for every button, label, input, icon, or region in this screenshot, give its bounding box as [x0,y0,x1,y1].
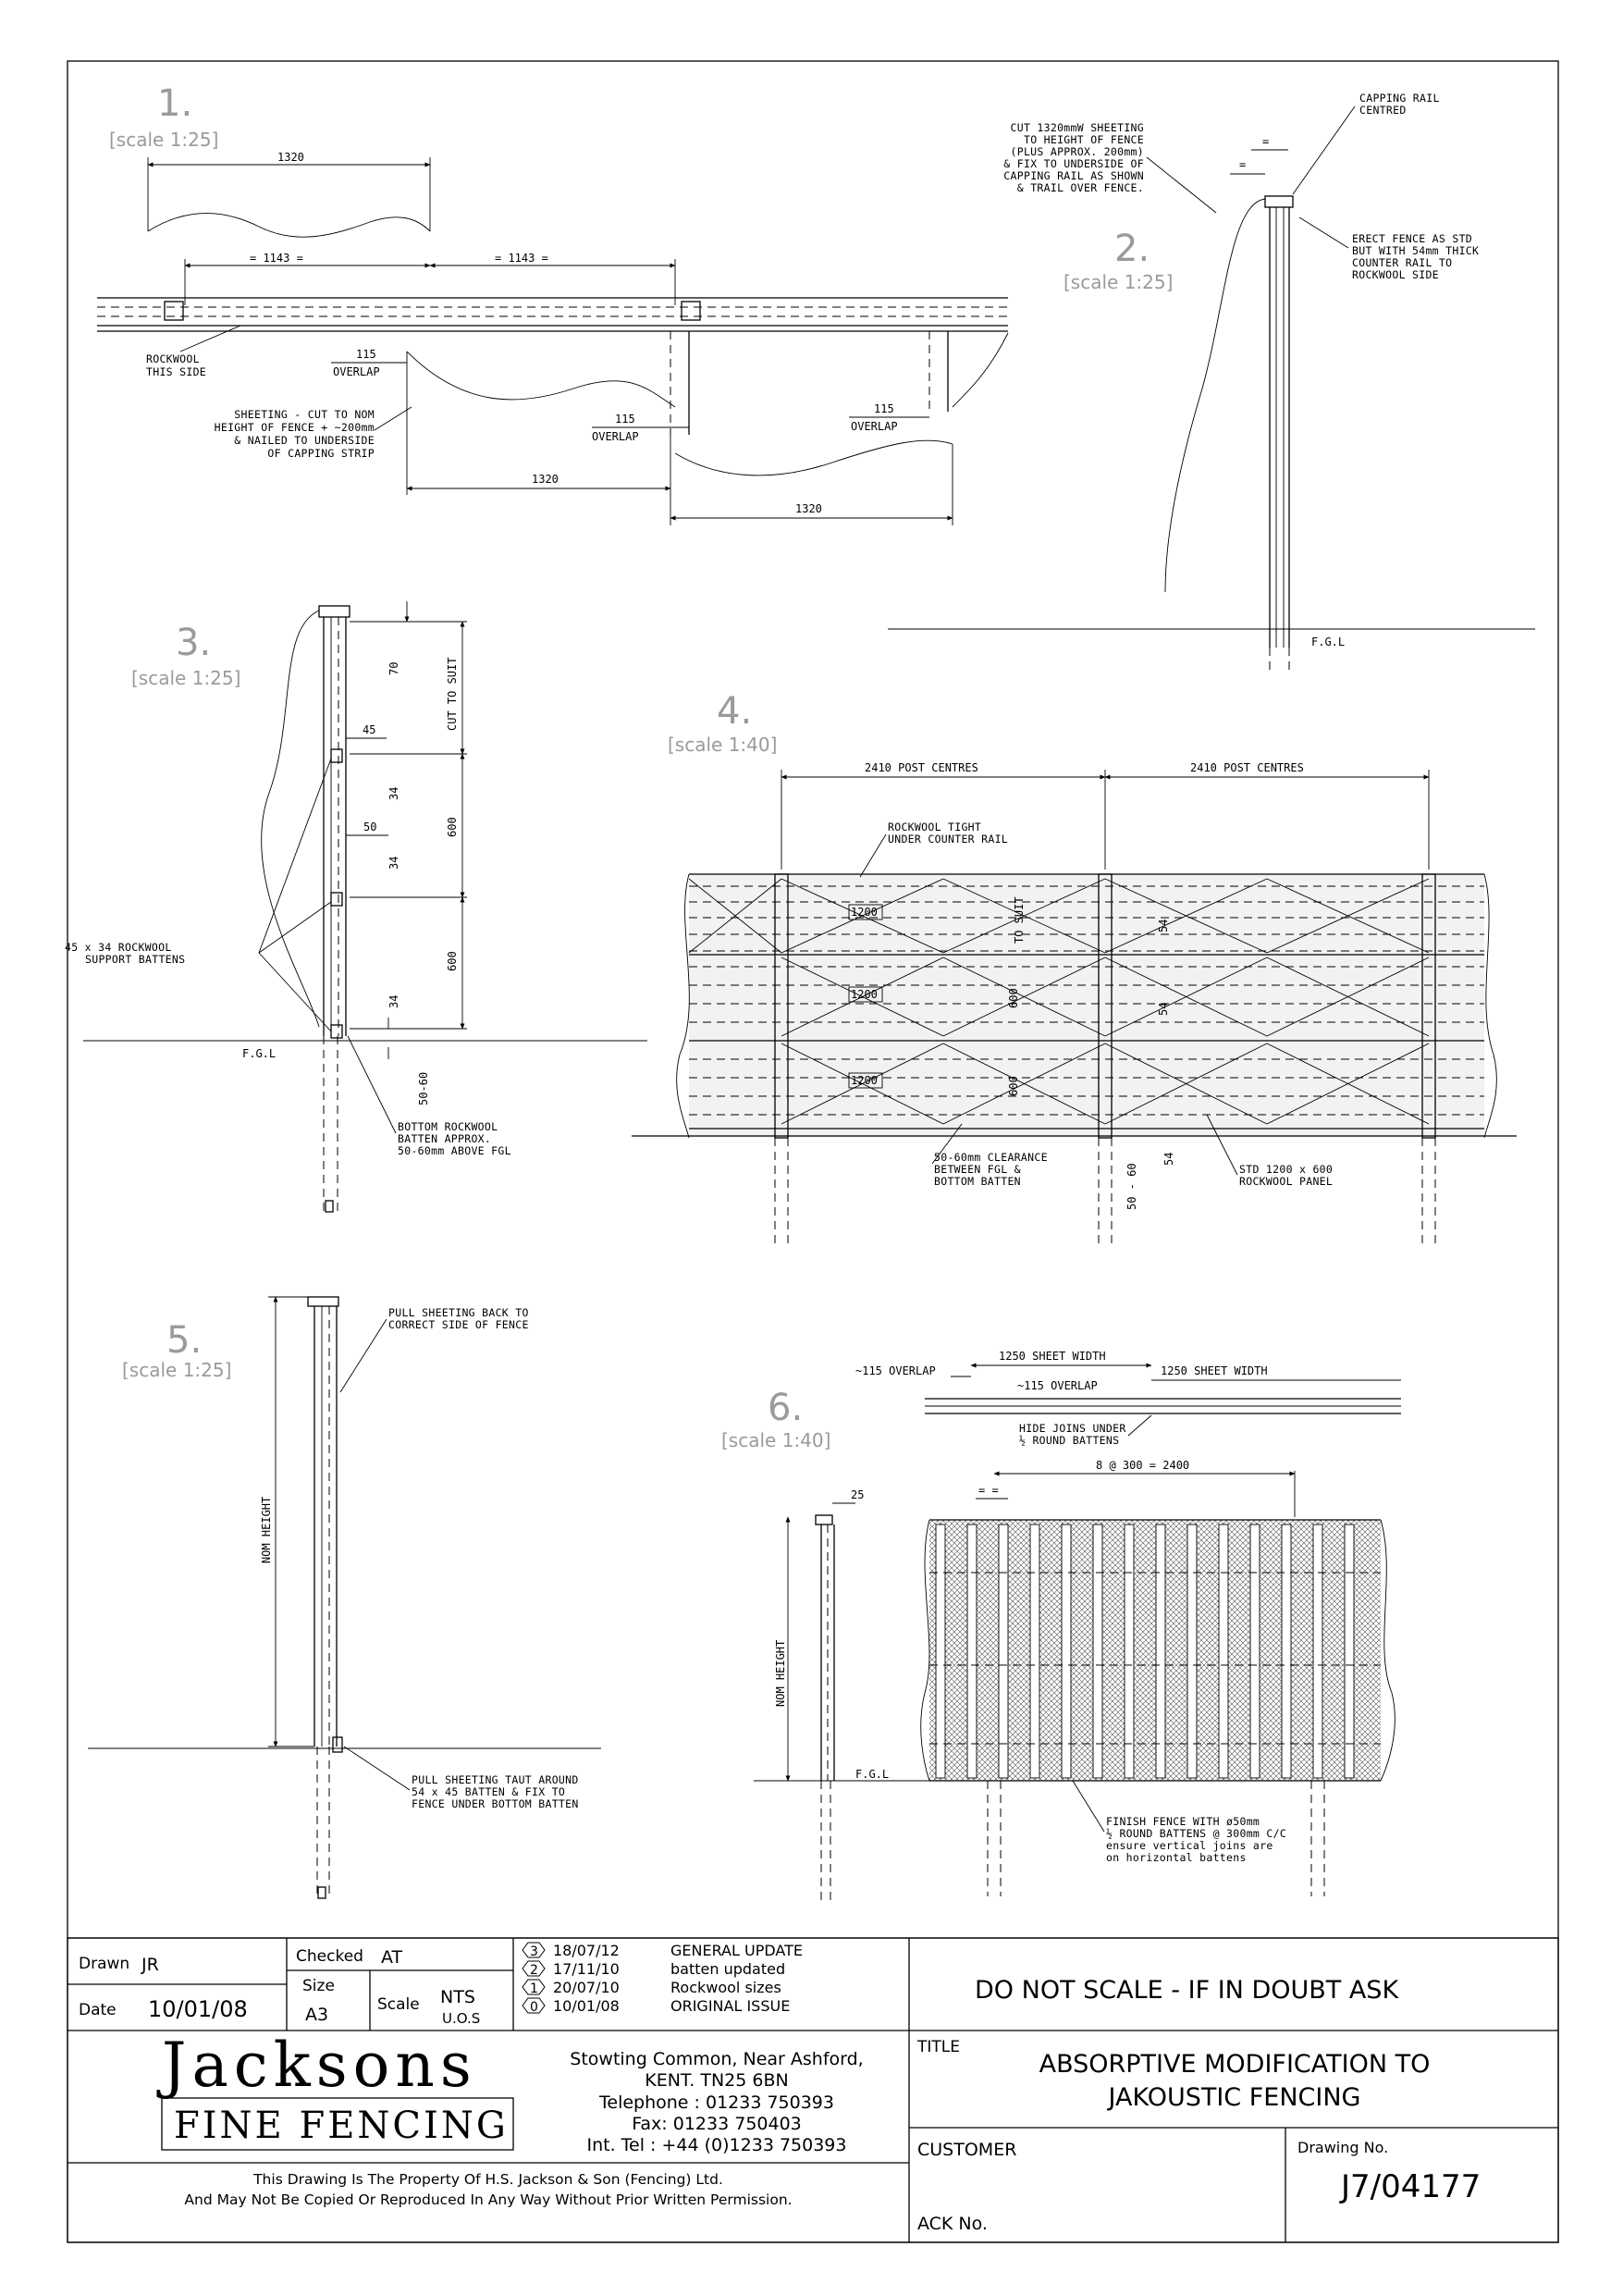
dim-600-h1: 600 [1007,988,1020,1008]
dim-54-c: 54 [1162,1152,1175,1166]
revision-row [523,1960,785,1978]
size-label: Size [302,1977,335,1995]
svg-text:=: = [1239,158,1247,171]
half-round-batten [1313,1524,1322,1778]
revision-description: ORIGINAL ISSUE [670,1997,791,2015]
view-6-scale: [scale 1:40] [721,1429,831,1451]
dim-50: 50 [363,821,377,833]
post-plan [682,302,700,320]
view-2-section [888,92,1535,675]
note-pull-back-1: PULL SHEETING BACK TO [388,1306,529,1319]
note-finish-4: on horizontal battens [1106,1851,1247,1864]
note-sheeting-1: SHEETING - CUT TO NOM [234,408,375,421]
half-round-batten [1062,1524,1071,1778]
note-cut-3: (PLUS APPROX. 200mm) [1010,145,1144,158]
half-round-batten [999,1524,1008,1778]
note-finish-3: ensure vertical joins are [1106,1839,1273,1852]
dim-1320-right: 1320 [795,502,822,515]
note-rockwool-side-2: THIS SIDE [146,365,207,378]
sheeting-wave [148,214,430,238]
dim-600-a: 600 [446,817,459,837]
dim-equal: = = [978,1484,999,1497]
note-tight-1: ROCKWOOL TIGHT [888,821,982,833]
view-5-number: 5. [166,1319,203,1362]
dim-25: 25 [851,1488,865,1501]
scale-sub: U.O.S [442,2010,481,2027]
dim-70: 70 [387,661,400,675]
revision-row [523,1979,781,1996]
note-cut-5: CAPPING RAIL AS SHOWN [1003,169,1144,182]
dim-1143-a: = 1143 = [250,252,303,265]
half-round-batten [967,1524,977,1778]
address-telephone: Telephone : 01233 750393 [599,2092,834,2113]
half-round-batten [1030,1524,1039,1778]
view-5-scale: [scale 1:25] [122,1359,232,1381]
capping-rail [1265,196,1293,207]
dim-post-centres-a: 2410 POST CENTRES [865,761,978,774]
view-1-plan [97,82,1008,525]
half-round-batten [1093,1524,1102,1778]
note-clearance-3: BOTTOM BATTEN [934,1175,1021,1188]
half-round-batten [1187,1524,1197,1778]
dim-54-b: 54 [1157,1002,1170,1016]
dim-overlap-b: ~115 OVERLAP [1017,1379,1098,1392]
address-line-2: KENT. TN25 6BN [645,2070,789,2091]
checked-label: Checked [296,1947,363,1966]
revision-description: Rockwool sizes [670,1979,781,1996]
view-6-elevation [721,1350,1401,1901]
note-bottom-1: BOTTOM ROCKWOOL [398,1120,498,1133]
dim-115-mid: 115 [615,413,635,426]
overlap-mid: OVERLAP [592,430,639,443]
checked-value: AT [381,1947,403,1968]
half-round-batten [936,1524,945,1778]
dim-115-right: 115 [874,402,894,415]
half-round-batten [1156,1524,1165,1778]
scale-value: NTS [440,1987,475,2007]
fgl-label-2: F.G.L [1311,636,1346,648]
revision-date: 18/07/12 [553,1942,620,1959]
revision-number: 3 [530,1944,538,1959]
view-4-scale: [scale 1:40] [668,734,778,756]
fgl-label-6: F.G.L [855,1768,890,1781]
view-4-number: 4. [717,690,753,733]
note-pull-back-2: CORRECT SIDE OF FENCE [388,1318,529,1331]
view-4-elevation [632,690,1517,1249]
drawing-no-label: Drawing No. [1297,2139,1389,2156]
dim-to-suit: TO SUIT [1013,896,1026,944]
revision-list [523,1942,803,2015]
sheet-border [68,61,1558,2242]
revision-description: batten updated [670,1960,786,1978]
note-clearance-2: BETWEEN FGL & [934,1163,1021,1176]
drawn-value: JR [141,1955,159,1975]
dim-1200-b: 1200 [851,988,878,1001]
company-logo-name: Jacksons [162,2030,477,2101]
dim-nom-height-5: NOM HEIGHT [260,1496,273,1563]
dim-1320-top: 1320 [277,151,304,164]
half-round-batten [1345,1524,1354,1778]
half-round-batten [1250,1524,1260,1778]
dim-1200-c: 1200 [851,1074,878,1087]
note-bottom-3: 50-60mm ABOVE FGL [398,1144,511,1157]
dim-50-60: 50-60 [417,1071,430,1105]
note-pull-taut-2: 54 x 45 BATTEN & FIX TO [412,1785,566,1798]
revision-row [523,1997,790,2015]
view-1-number: 1. [157,82,193,125]
note-erect-1: ERECT FENCE AS STD [1352,232,1473,245]
note-bottom-2: BATTEN APPROX. [398,1132,492,1145]
do-not-scale-warning: DO NOT SCALE - IF IN DOUBT ASK [975,1976,1399,2005]
view-5-section [88,1297,601,1898]
drawn-label: Drawn [79,1955,130,1973]
overlap-left: OVERLAP [333,365,380,378]
note-cut-6: & TRAIL OVER FENCE. [1016,181,1144,194]
view-1-scale: [scale 1:25] [109,129,219,151]
dim-1200-a: 1200 [851,906,878,919]
view-3-section [65,601,647,1212]
note-panel-2: ROCKWOOL PANEL [1239,1175,1334,1188]
note-clearance-1: 50-60mm CLEARANCE [934,1151,1048,1164]
overlap-right: OVERLAP [851,420,898,433]
note-sheeting-4: OF CAPPING STRIP [267,447,375,460]
note-rockwool-side-1: ROCKWOOL [146,352,200,365]
revision-row [523,1942,803,1959]
date-label: Date [79,2001,117,2019]
title-label: TITLE [917,2038,960,2056]
dim-nom-height-6: NOM HEIGHT [774,1639,787,1707]
size-value: A3 [305,2005,329,2025]
dim-34-c: 34 [387,994,400,1008]
post-plan [165,302,183,320]
revision-number: 1 [530,1981,538,1996]
note-hide-1: HIDE JOINS UNDER [1019,1422,1126,1435]
revision-date: 17/11/10 [553,1960,620,1978]
dim-600-h2: 600 [1007,1076,1020,1096]
note-erect-4: ROCKWOOL SIDE [1352,268,1439,281]
address-line-1: Stowting Common, Near Ashford, [570,2049,864,2069]
note-panel-1: STD 1200 x 600 [1239,1163,1334,1176]
dim-cut-to-suit: CUT TO SUIT [446,657,459,731]
company-logo-subtitle: FINE FENCING [174,2105,509,2147]
date-value: 10/01/08 [148,1996,248,2022]
customer-label: CUSTOMER [917,2140,1017,2160]
revision-number: 0 [530,2000,538,2015]
view-2-number: 2. [1114,228,1150,270]
note-capping-1: CAPPING RAIL [1359,92,1440,105]
drawing-title-line-1: ABSORPTIVE MODIFICATION TO [1039,2050,1431,2079]
dim-34-b: 34 [387,856,400,870]
note-battens-1: 45 x 34 ROCKWOOL [65,941,172,954]
property-line-1: This Drawing Is The Property Of H.S. Jackson & Son (Fencing) Ltd. [253,2171,723,2188]
title-block [68,1938,1558,2242]
half-round-batten [1219,1524,1228,1778]
revision-number: 2 [530,1963,538,1978]
address-int-tel: Int. Tel : +44 (0)1233 750393 [586,2135,847,2155]
half-round-batten [1125,1524,1134,1778]
note-finish-2: ½ ROUND BATTENS @ 300mm C/C [1106,1827,1287,1840]
note-pull-taut-3: FENCE UNDER BOTTOM BATTEN [412,1797,579,1810]
dim-1143-b: = 1143 = [495,252,548,265]
dim-115-left: 115 [356,348,376,361]
note-cut-1: CUT 1320mmW SHEETING [1010,121,1144,134]
revision-date: 20/07/10 [553,1979,620,1996]
note-battens-2: SUPPORT BATTENS [85,953,186,966]
fgl-label-3: F.G.L [242,1047,277,1060]
revision-description: GENERAL UPDATE [670,1942,803,1959]
revision-date: 10/01/08 [553,1997,620,2015]
note-sheeting-2: HEIGHT OF FENCE + ~200mm [214,421,375,434]
dim-600-b: 600 [446,951,459,971]
svg-text:=: = [1262,135,1270,148]
note-finish-1: FINISH FENCE WITH ø50mm [1106,1815,1260,1828]
dim-54-a: 54 [1157,919,1170,932]
note-cut-4: & FIX TO UNDERSIDE OF [1003,157,1144,170]
property-line-2: And May Not Be Copied Or Reproduced In Any Way Without Prior Written Permission. [184,2191,793,2208]
note-erect-2: BUT WITH 54mm THICK [1352,244,1480,257]
dim-45: 45 [363,723,376,736]
half-round-batten [1282,1524,1291,1778]
dim-sheet-width-a: 1250 SHEET WIDTH [999,1350,1106,1363]
dim-sheet-width-b: 1250 SHEET WIDTH [1161,1364,1268,1377]
view-3-scale: [scale 1:25] [131,667,241,689]
dim-1320-mid: 1320 [532,473,559,486]
drawing-title-line-2: JAKOUSTIC FENCING [1108,2083,1361,2112]
dim-50-60-v4: 50 - 60 [1125,1163,1138,1210]
note-erect-3: COUNTER RAIL TO [1352,256,1453,269]
note-cut-2: TO HEIGHT OF FENCE [1023,133,1144,146]
dim-overlap-a: ~115 OVERLAP [855,1364,936,1377]
dim-34-a: 34 [387,786,400,800]
view-6-number: 6. [768,1387,804,1429]
address-fax: Fax: 01233 750403 [632,2114,802,2134]
view-3-number: 3. [176,622,212,664]
trailing-sheet [1165,199,1265,592]
note-hide-2: ½ ROUND BATTENS [1019,1434,1120,1447]
drawing-number: J7/04177 [1341,2168,1482,2205]
ack-label: ACK No. [917,2214,988,2234]
dim-post-centres-b: 2410 POST CENTRES [1190,761,1304,774]
note-sheeting-3: & NAILED TO UNDERSIDE [234,434,375,447]
dim-spacing: 8 @ 300 = 2400 [1096,1459,1190,1472]
note-tight-2: UNDER COUNTER RAIL [888,833,1009,846]
rockwool-panel-fill [689,874,1484,1138]
note-capping-2: CENTRED [1359,104,1407,117]
view-2-scale: [scale 1:25] [1064,271,1174,293]
note-pull-taut-1: PULL SHEETING TAUT AROUND [412,1773,579,1786]
scale-label: Scale [377,1995,420,2014]
